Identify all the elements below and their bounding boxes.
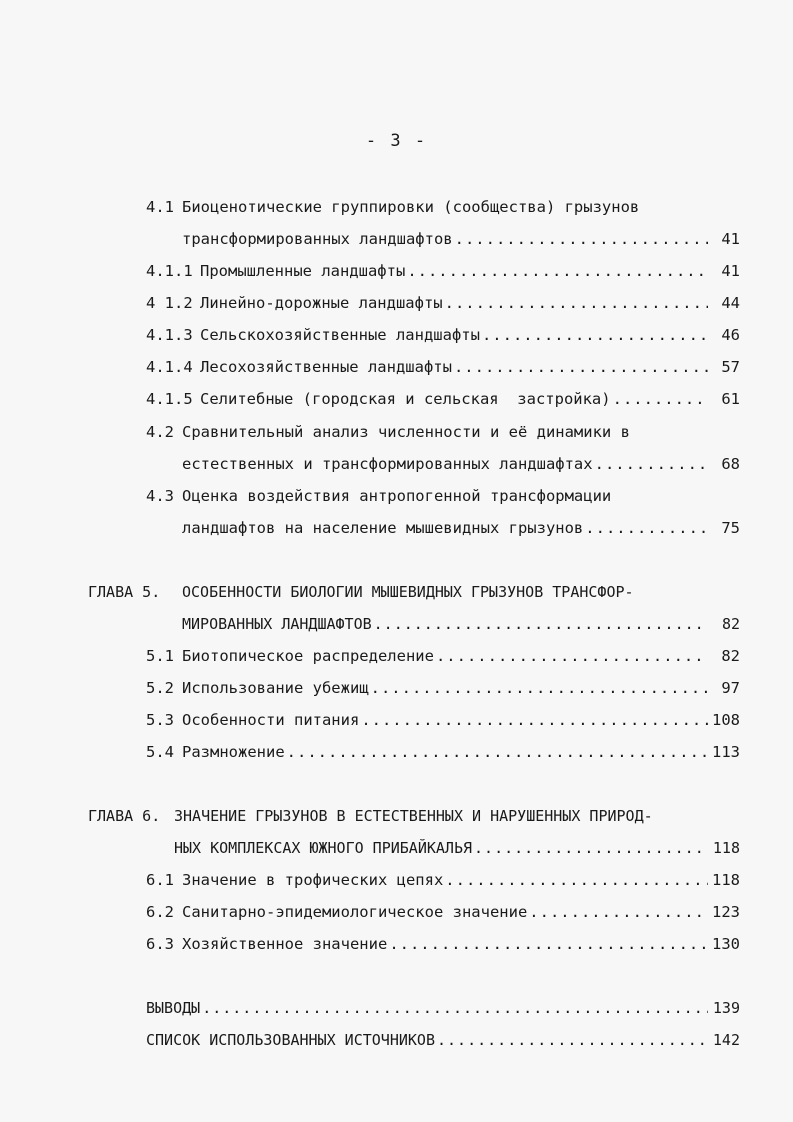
toc-entry-4-2 bbox=[146, 420, 630, 444]
toc-entry-5-4 bbox=[146, 740, 740, 764]
leader-dots bbox=[374, 612, 708, 636]
leader-dots bbox=[595, 452, 708, 476]
toc-entry-4-1-2 bbox=[146, 291, 740, 315]
toc-entry-4-2-cont bbox=[182, 452, 740, 476]
toc-page: 97 bbox=[721, 679, 740, 697]
toc-entry-6-1 bbox=[146, 868, 740, 892]
toc-number: 4.1.1 bbox=[146, 262, 193, 280]
toc-title: Сельскохозяйственные ландшафты bbox=[200, 326, 480, 344]
toc-title: трансформированных ландшафтов bbox=[182, 230, 453, 248]
toc-entry-5-2 bbox=[146, 676, 740, 700]
toc-entry-4-1-5 bbox=[146, 387, 740, 411]
toc-title: Санитарно-эпидемиологическое значение bbox=[182, 903, 528, 921]
toc-references bbox=[146, 1028, 740, 1052]
toc-entry-4-3 bbox=[146, 484, 611, 508]
toc-number: 6.1 bbox=[146, 871, 174, 889]
toc-number: 5.3 bbox=[146, 711, 174, 729]
toc-entry-4-1-3 bbox=[146, 323, 740, 347]
toc-title: Особенности питания bbox=[182, 711, 360, 729]
toc-title: Биоценотические группировки (сообщества) грызунов bbox=[182, 198, 640, 216]
toc-number: 4.1.4 bbox=[146, 358, 193, 376]
toc-number: 4.3 bbox=[146, 487, 174, 505]
toc-title: Значение в трофических цепях bbox=[182, 871, 444, 889]
toc-number: 6.3 bbox=[146, 935, 174, 953]
toc-title: МИРОВАННЫХ ЛАНДШАФТОВ bbox=[182, 615, 372, 633]
leader-dots bbox=[455, 227, 708, 251]
toc-title: ОСОБЕННОСТИ БИОЛОГИИ МЫШЕВИДНЫХ ГРЫЗУНОВ ТРАНСФОР- bbox=[182, 583, 634, 601]
toc-page: 118 bbox=[712, 839, 740, 857]
toc-number: 4.1.3 bbox=[146, 326, 193, 344]
toc-number: ГЛАВА 5. bbox=[88, 583, 161, 601]
toc-title: Линейно-дорожные ландшафты bbox=[200, 294, 443, 312]
toc-conclusions bbox=[146, 996, 740, 1020]
toc-number: 5.1 bbox=[146, 647, 174, 665]
leader-dots bbox=[436, 644, 708, 668]
toc-number: 5.2 bbox=[146, 679, 174, 697]
toc-chapter-6 bbox=[88, 804, 653, 828]
toc-page: 57 bbox=[721, 358, 740, 376]
toc-page: 123 bbox=[712, 903, 740, 921]
leader-dots bbox=[445, 868, 708, 892]
leader-dots bbox=[287, 740, 708, 764]
toc-title: Селитебные (городская и сельская застройка) bbox=[200, 390, 611, 408]
toc-entry-4-3-cont bbox=[182, 516, 740, 540]
toc-title: естественных и трансформированных ландшафтах bbox=[182, 455, 593, 473]
leader-dots bbox=[613, 387, 708, 411]
toc-chapter-6-cont bbox=[174, 836, 740, 860]
toc-entry-5-3 bbox=[146, 708, 740, 732]
toc-page: 41 bbox=[721, 230, 740, 248]
toc-page: 41 bbox=[721, 262, 740, 280]
toc-number: 4.2 bbox=[146, 423, 174, 441]
leader-dots bbox=[202, 996, 708, 1020]
toc-number: 6.2 bbox=[146, 903, 174, 921]
toc-title: Использование убежищ bbox=[182, 679, 369, 697]
toc-entry-6-2 bbox=[146, 900, 740, 924]
toc-page: 130 bbox=[712, 935, 740, 953]
leader-dots bbox=[445, 291, 708, 315]
toc-entry-4-1 bbox=[146, 195, 639, 219]
toc-title: НЫХ КОМПЛЕКСАХ ЮЖНОГО ПРИБАЙКАЛЬЯ bbox=[174, 839, 473, 857]
toc-chapter-5 bbox=[88, 580, 634, 604]
leader-dots bbox=[389, 932, 708, 956]
leader-dots bbox=[361, 708, 708, 732]
toc-title: ВЫВОДЫ bbox=[146, 999, 201, 1017]
toc-title: Лесохозяйственные ландшафты bbox=[200, 358, 452, 376]
toc-entry-4-1-4 bbox=[146, 355, 740, 379]
toc-entry-4-1-cont bbox=[182, 227, 740, 251]
toc-number: ГЛАВА 6. bbox=[88, 807, 161, 825]
toc-title: Биотопическое распределение bbox=[182, 647, 434, 665]
toc-page: 46 bbox=[721, 326, 740, 344]
toc-page: 82 bbox=[721, 647, 740, 665]
toc-title: Хозяйственное значение bbox=[182, 935, 388, 953]
toc-page: 118 bbox=[712, 871, 740, 889]
toc-title: Сравнительный анализ численности и её динамики в bbox=[182, 423, 630, 441]
toc-number: 4 1.2 bbox=[146, 294, 193, 312]
toc-entry-6-3 bbox=[146, 932, 740, 956]
toc-title: Промышленные ландшафты bbox=[200, 262, 406, 280]
toc-number: 4.1.5 bbox=[146, 390, 193, 408]
toc-number: 4.1 bbox=[146, 198, 174, 216]
toc-page: 82 bbox=[721, 615, 740, 633]
page-number: - 3 - bbox=[365, 131, 428, 151]
toc-page: 68 bbox=[721, 455, 740, 473]
toc-page: 139 bbox=[712, 999, 740, 1017]
toc-entry-4-1-1 bbox=[146, 259, 740, 283]
leader-dots bbox=[454, 355, 708, 379]
toc-page: 108 bbox=[712, 711, 740, 729]
toc-page: 142 bbox=[712, 1031, 740, 1049]
leader-dots bbox=[437, 1028, 708, 1052]
leader-dots bbox=[407, 259, 708, 283]
toc-title: Размножение bbox=[182, 743, 285, 761]
toc-page: 113 bbox=[712, 743, 740, 761]
leader-dots bbox=[371, 676, 708, 700]
toc-page: 61 bbox=[721, 390, 740, 408]
toc-page: 75 bbox=[721, 519, 740, 537]
toc-title: Оценка воздействия антропогенной трансформации bbox=[182, 487, 612, 505]
toc-chapter-5-cont bbox=[182, 612, 740, 636]
leader-dots bbox=[474, 836, 708, 860]
toc-title: СПИСОК ИСПОЛЬЗОВАННЫХ ИСТОЧНИКОВ bbox=[146, 1031, 435, 1049]
toc-entry-5-1 bbox=[146, 644, 740, 668]
leader-dots bbox=[585, 516, 708, 540]
toc-title: ЗНАЧЕНИЕ ГРЫЗУНОВ В ЕСТЕСТВЕННЫХ И НАРУШЕННЫХ ПРИРОД- bbox=[174, 807, 653, 825]
toc-title: ландшафтов на население мышевидных грызунов bbox=[182, 519, 584, 537]
leader-dots bbox=[482, 323, 708, 347]
toc-number: 5.4 bbox=[146, 743, 174, 761]
toc-page: 44 bbox=[721, 294, 740, 312]
leader-dots bbox=[529, 900, 708, 924]
